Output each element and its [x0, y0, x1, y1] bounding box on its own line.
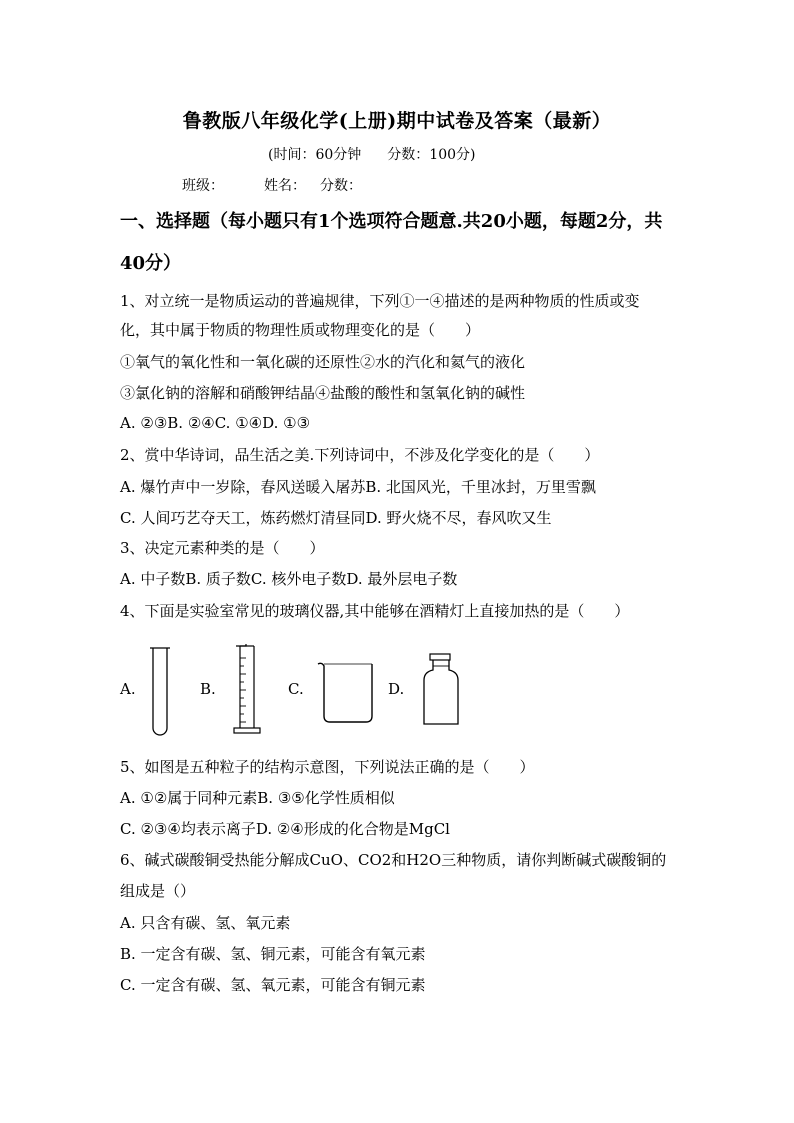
q4-option-b-label: B.: [200, 680, 216, 698]
q1-options: A. ②③B. ②④C. ①④D. ①③: [120, 414, 311, 432]
section-heading-line1: 一、选择题（每小题只有1个选项符合题意.共20小题，每题2分，共: [120, 211, 663, 232]
q2-options-ab: A. 爆竹声中一岁除，春风送暖入屠苏B. 北国风光，千里冰封，万里雪飘: [120, 478, 596, 496]
q6-option-b: B. 一定含有碳、氢、铜元素，可能含有氧元素: [120, 945, 426, 963]
page-title: 鲁教版八年级化学(上册)期中试卷及答案（最新）: [182, 110, 612, 132]
exam-total-score: 分数：100分): [387, 147, 476, 163]
graduated-cylinder-icon: [228, 642, 264, 738]
test-tube-icon: [148, 644, 172, 740]
reagent-bottle-icon: [416, 652, 466, 728]
q6-option-a: A. 只含有碳、氢、氧元素: [120, 914, 291, 932]
q6-stem-line1: 6、碱式碳酸铜受热能分解成CuO、CO2和H2O三种物质，请你判断碱式碳酸铜的: [120, 851, 667, 869]
q5-options-ab: A. ①②属于同种元素B. ③⑤化学性质相似: [120, 789, 395, 807]
q1-stem-line2: 化，其中属于物质的物理性质或物理变化的是（ ）: [120, 321, 481, 339]
name-label: 姓名：: [264, 178, 306, 194]
q1-item-line1: ①氧气的氧化性和一氧化碳的还原性②水的汽化和氦气的液化: [120, 353, 526, 371]
q4-stem: 4、下面是实验室常见的玻璃仪器,其中能够在酒精灯上直接加热的是（ ）: [120, 602, 630, 620]
q6-option-c: C. 一定含有碳、氢、氧元素，可能含有铜元素: [120, 976, 426, 994]
q4-apparatus-options: [120, 640, 540, 740]
section-heading-line2: 40分）: [120, 253, 182, 274]
q2-options-cd: C. 人间巧艺夺天工，炼药燃灯清昼同D. 野火烧不尽，春风吹又生: [120, 509, 552, 527]
q5-options-cd: C. ②③④均表示离子D. ②④形成的化合物是MgCl: [120, 820, 450, 838]
q1-stem-line1: 1、对立统一是物质运动的普遍规律，下列①一④描述的是两种物质的性质或变: [120, 292, 640, 310]
q5-stem: 5、如图是五种粒子的结构示意图，下列说法正确的是（ ）: [120, 758, 535, 776]
q2-stem: 2、赏中华诗词，品生活之美.下列诗词中，不涉及化学变化的是（ ）: [120, 446, 600, 464]
class-label: 班级：: [182, 178, 224, 194]
q1-item-line2: ③氯化钠的溶解和硝酸钾结晶④盐酸的酸性和氢氧化钠的碱性: [120, 384, 526, 402]
exam-time: (时间：60分钟: [268, 147, 362, 163]
q6-stem-line2: 组成是（）: [120, 882, 196, 900]
q4-option-d-label: D.: [388, 680, 405, 698]
exam-meta: [268, 144, 475, 164]
q4-option-c-label: C.: [288, 680, 304, 698]
score-label: 分数：: [320, 178, 362, 194]
q3-stem: 3、决定元素种类的是（ ）: [120, 539, 325, 557]
q3-options: A. 中子数B. 质子数C. 核外电子数D. 最外层电子数: [120, 570, 458, 588]
beaker-icon: [316, 658, 378, 726]
student-info: [182, 175, 362, 195]
q4-option-a-label: A.: [120, 680, 136, 698]
